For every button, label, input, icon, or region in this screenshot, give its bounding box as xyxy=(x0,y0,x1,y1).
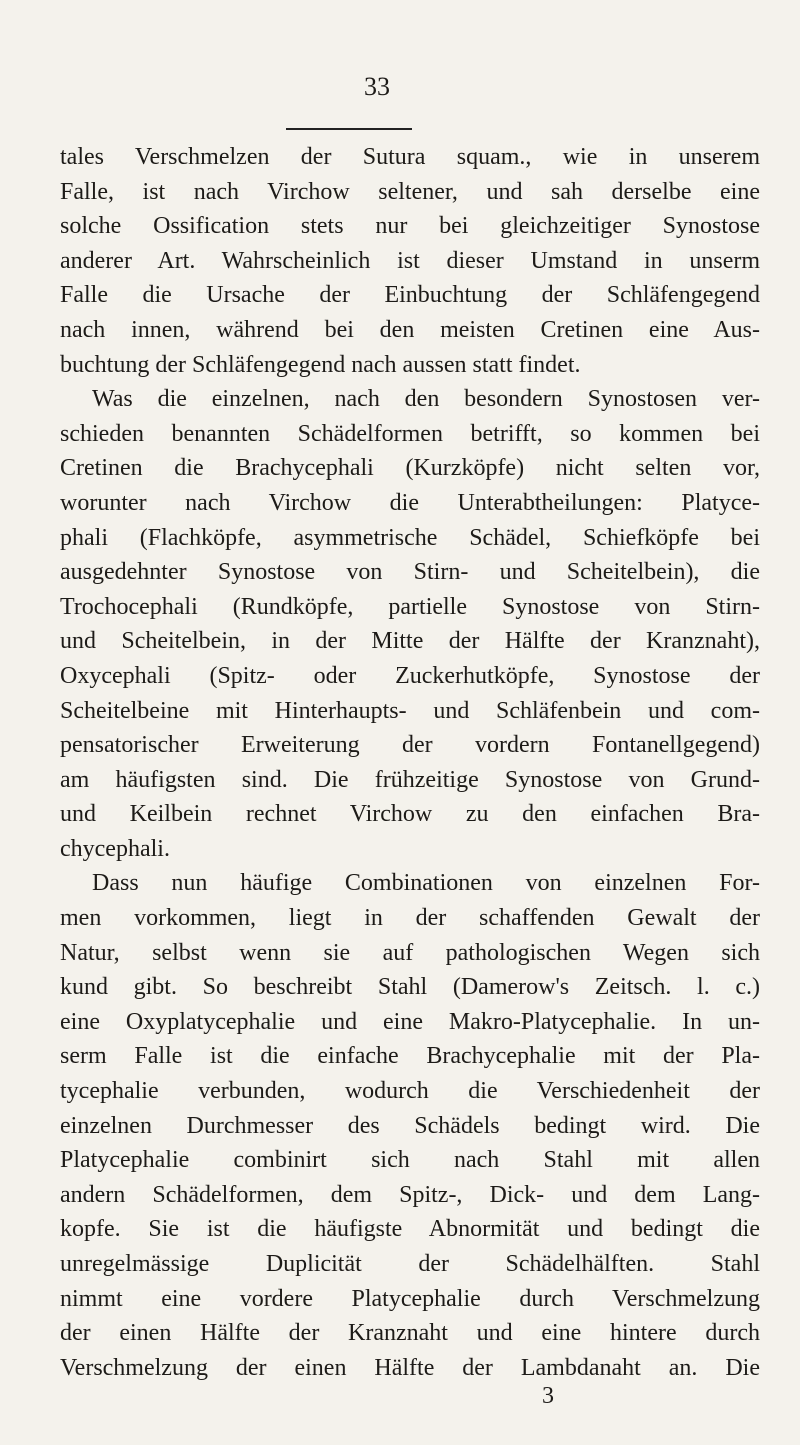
text-line: men vorkommen, liegt in der schaffenden Gewalt der xyxy=(60,905,760,932)
text-line: schieden benannten Schädelformen betrifft, so kommen bei xyxy=(60,420,760,447)
text-line: solche Ossification stets nur bei gleichzeitiger Synostose xyxy=(60,213,760,240)
text-line: tales Verschmelzen der Sutura squam., wie in unserem xyxy=(60,144,760,170)
text-line: Natur, selbst wenn sie auf pathologischen Wegen sich xyxy=(60,939,760,966)
text-line: einzelnen Durchmesser des Schädels bedingt wird. Die xyxy=(60,1112,760,1139)
text-line: eine Oxyplatycephalie und eine Makro-Platycephalie. In un- xyxy=(60,1008,760,1035)
text-line: phali (Flachköpfe, asymmetrische Schädel, Schiefköpfe bei xyxy=(60,524,760,551)
text-line: und Scheitelbein, in der Mitte der Hälfte der Kranznaht), xyxy=(60,628,760,655)
text-line: Was die einzelnen, nach den besondern Synostosen ver- xyxy=(92,386,760,413)
header-rule xyxy=(286,128,412,130)
text-line: kopfe. Sie ist die häufigste Abnormität und bedingt die xyxy=(60,1216,760,1243)
text-line: Trochocephali (Rundköpfe, partielle Synostose von Stirn- xyxy=(60,593,760,620)
text-line: Scheitelbeine mit Hinterhaupts- und Schläfenbein und com- xyxy=(60,697,760,724)
text-line: Platycephalie combinirt sich nach Stahl mit allen xyxy=(60,1147,760,1174)
text-line: Dass nun häufige Combinationen von einzelnen For- xyxy=(92,870,760,897)
text-line: Cretinen die Brachycephali (Kurzköpfe) nicht selten vor, xyxy=(60,455,760,482)
text-line: unregelmässige Duplicität der Schädelhälften. Stahl xyxy=(60,1251,760,1277)
body-text xyxy=(60,140,760,1385)
text-line: Falle, ist nach Virchow seltener, und sah derselbe eine xyxy=(60,178,760,205)
text-line: tycephalie verbunden, wodurch die Verschiedenheit der xyxy=(60,1078,760,1105)
text-line: nimmt eine vordere Platycephalie durch Verschmelzung xyxy=(60,1285,760,1312)
signature-mark: 3 xyxy=(542,1383,554,1409)
text-line: serm Falle ist die einfache Brachycephalie mit der Pla- xyxy=(60,1043,760,1070)
text-line: Oxycephali (Spitz- oder Zuckerhutköpfe, Synostose der xyxy=(60,662,760,689)
text-line: pensatorischer Erweiterung der vordern Fontanellgegend) xyxy=(60,732,760,759)
page-number: 33 xyxy=(364,72,390,101)
text-line: kund gibt. So beschreibt Stahl (Damerow's Zeitsch. l. c.) xyxy=(60,974,760,1001)
text-line: anderer Art. Wahrscheinlich ist dieser Umstand in unserm xyxy=(60,247,760,274)
text-line: Verschmelzung der einen Hälfte der Lambdanaht an. Die xyxy=(60,1354,760,1381)
text-line: Falle die Ursache der Einbuchtung der Schläfengegend xyxy=(60,282,760,309)
text-line: worunter nach Virchow die Unterabtheilungen: Platyce- xyxy=(60,489,760,516)
text-line: und Keilbein rechnet Virchow zu den einfachen Bra- xyxy=(60,801,760,828)
text-line: andern Schädelformen, dem Spitz-, Dick- und dem Lang- xyxy=(60,1181,760,1208)
text-line: am häufigsten sind. Die frühzeitige Synostose von Grund- xyxy=(60,766,760,793)
text-line: nach innen, während bei den meisten Cretinen eine Aus- xyxy=(60,316,760,343)
text-line: ausgedehnter Synostose von Stirn- und Scheitelbein), die xyxy=(60,559,760,586)
text-line: buchtung der Schläfengegend nach aussen statt findet. xyxy=(60,351,581,378)
text-line: der einen Hälfte der Kranznaht und eine hintere durch xyxy=(60,1320,760,1347)
text-line: chycephali. xyxy=(60,835,170,862)
